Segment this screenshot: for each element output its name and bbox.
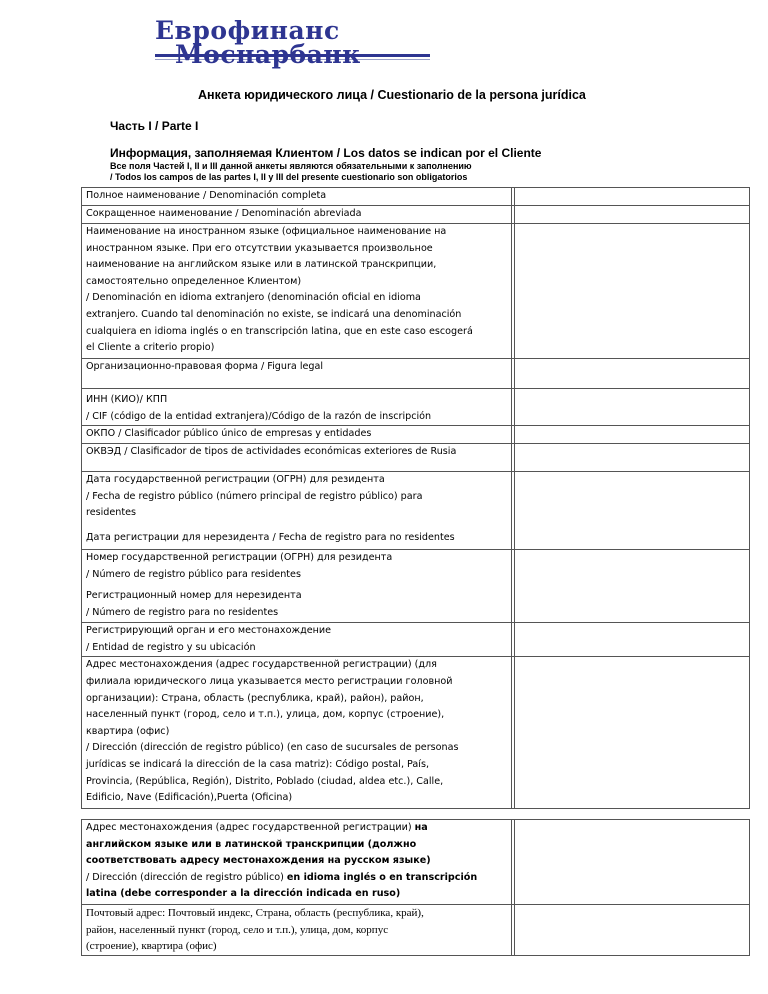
row-label-foreign-name: Наименование на иностранном языке (официальное наименование на иностранном языке. При его отсутствии указывается произвольное наименование на английском языке или в латинской транскрипции, самостоятельно определенное Клиентом) / Denominación en idioma extranjero (denominación oficial en idioma extranjero. Cuando tal denominación no existe, se indicará una denominación cualquiera en idioma inglés o en transcripción latina, que en este caso escogerá el Cliente a criterio propio) — [82, 224, 512, 359]
legal-form-field[interactable] — [515, 359, 750, 389]
logo-line-2: Моснарбанк — [175, 40, 361, 69]
table-row — [82, 820, 750, 905]
row-label-inn: ИНН (КИО)/ КПП / CIF (código de la entidad extranjera)/Código de la razón de inscripción — [82, 389, 512, 426]
part-heading: Часть I / Parte I — [110, 119, 199, 133]
row-label-postal-address: Почтовый адрес: Почтовый индекс, Страна, область (республика, край), район, населенный пункт (город, село и т.п.), улица, дом, корпус (строение), квартира (офис) — [82, 905, 512, 956]
form-title: Анкета юридического лица / Cuestionario de la persona jurídica — [198, 88, 586, 102]
row-label-address-latin: Адрес местонахождения (адрес государственной регистрации) на английском языке или в латинской транскрипции (должно соответствовать адресу местонахождения на русском языке) / Dirección (dirección de registro público) en idioma inglés o en transcripción latina (debe corresponder a la dirección indicada en ruso) — [82, 820, 512, 905]
table-row — [82, 550, 750, 623]
address-field[interactable] — [515, 657, 750, 809]
table-row — [82, 444, 750, 472]
postal-address-field[interactable] — [515, 905, 750, 956]
table-row — [82, 206, 750, 224]
mandatory-note-es: / Todos los campos de las partes I, II y III del presente cuestionario son obligatorios — [110, 172, 468, 182]
row-label-legal-form: Организационно-правовая форма / Figura legal — [82, 359, 512, 389]
registration-date-field[interactable] — [515, 472, 750, 550]
okved-field[interactable] — [515, 444, 750, 472]
logo-line-1: Еврофинанс — [155, 16, 340, 45]
mandatory-note-ru: Все поля Частей I, II и III данной анкеты являются обязательными к заполнению — [110, 161, 472, 171]
row-label-registration-date: Дата государственной регистрации (ОГРН) для резидента / Fecha de registro público (número principal de registro público) para residentes Дата регистрации для нерезидента / Fecha de registro para no residentes — [82, 472, 512, 550]
registration-number-field[interactable] — [515, 550, 750, 623]
address-latin-field[interactable] — [515, 820, 750, 905]
questionnaire-table — [81, 187, 750, 809]
row-label-registration-number: Номер государственной регистрации (ОГРН) для резидента / Número de registro público para residentes Регистрационный номер для нерезидента / Número de registro para no residentes — [82, 550, 512, 623]
row-label-address: Адрес местонахождения (адрес государственной регистрации) (для филиала юридического лица указывается место регистрации головной организации): Страна, область (республика, край), район), район, населенный пункт (город, село и т.п.), улица, дом, корпус (строение), квартира (офис) / Dirección (dirección de registro público) (en caso de sucursales de personas jurídicas se indicará la dirección de la casa matriz): Código postal, País, Provincia, (República, Región), Distrito, Poblado (ciudad, aldea etc.), Calle, Edificio, Nave (Edificación),Puerta (Oficina) — [82, 657, 512, 809]
table-row — [82, 224, 750, 359]
table-row — [82, 359, 750, 389]
inn-field[interactable] — [515, 389, 750, 426]
row-label-short-name: Сокращенное наименование / Denominación abreviada — [82, 206, 512, 224]
foreign-name-field[interactable] — [515, 224, 750, 359]
table-row — [82, 905, 750, 956]
registration-body-field[interactable] — [515, 623, 750, 657]
table-row — [82, 188, 750, 206]
address-latin-table — [81, 819, 750, 956]
bank-logo — [155, 16, 440, 75]
full-name-field[interactable] — [515, 188, 750, 206]
table-row — [82, 426, 750, 444]
table-row — [82, 657, 750, 809]
row-label-okpo: ОКПО / Clasificador público único de empresas y entidades — [82, 426, 512, 444]
row-label-okved: ОКВЭД / Clasificador de tipos de actividades económicas exteriores de Rusia — [82, 444, 512, 472]
short-name-field[interactable] — [515, 206, 750, 224]
table-row — [82, 389, 750, 426]
section-heading: Информация, заполняемая Клиентом / Los datos se indican por el Cliente — [110, 146, 542, 160]
table-row — [82, 623, 750, 657]
row-label-registration-body: Регистрирующий орган и его местонахождение / Entidad de registro y su ubicación — [82, 623, 512, 657]
row-label-full-name: Полное наименование / Denominación completa — [82, 188, 512, 206]
table-row — [82, 472, 750, 550]
okpo-field[interactable] — [515, 426, 750, 444]
